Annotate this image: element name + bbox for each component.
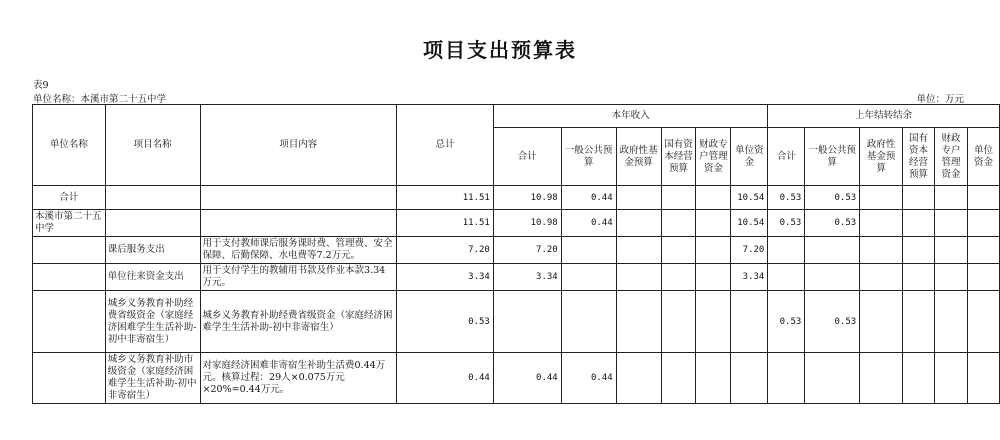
cell-income-fiscal — [696, 353, 731, 404]
cell-income-total: 10.98 — [493, 186, 561, 210]
cell-income-state — [661, 210, 696, 237]
cell-income-gov — [616, 291, 661, 353]
cell-income-gov — [616, 210, 661, 237]
cell-carry-fiscal — [935, 237, 968, 264]
cell-carry-fiscal — [935, 291, 968, 353]
cell-unit — [33, 264, 106, 291]
header-carry-state-capital: 国有资本经营预算 — [903, 128, 935, 186]
cell-carry-state — [903, 210, 935, 237]
header-general-public: 一般公共预算 — [561, 128, 616, 186]
cell-project — [105, 186, 200, 210]
cell-income-total: 3.34 — [493, 264, 561, 291]
cell-carry-total: 0.53 — [768, 210, 805, 237]
cell-total: 0.53 — [397, 291, 494, 353]
cell-content: 对家庭经济困难非寄宿生补助生活费0.44万元。核算过程：29人×0.075万元×20%=0.44万元。 — [200, 353, 397, 404]
cell-carry-unit — [967, 186, 999, 210]
cell-carry-general: 0.53 — [805, 210, 860, 237]
cell-unit — [33, 291, 106, 353]
header-unit-name: 单位名称 — [33, 105, 106, 186]
cell-carry-gov — [860, 237, 903, 264]
cell-carry-total: 0.53 — [768, 291, 805, 353]
cell-income-general: 0.44 — [561, 353, 616, 404]
cell-income-fiscal — [696, 264, 731, 291]
cell-income-state — [661, 237, 696, 264]
cell-income-state — [661, 291, 696, 353]
cell-carry-state — [903, 186, 935, 210]
cell-income-general — [561, 237, 616, 264]
cell-carry-gov — [860, 210, 903, 237]
cell-carry-total — [768, 264, 805, 291]
cell-unit — [33, 237, 106, 264]
cell-carry-gov — [860, 291, 903, 353]
cell-carry-state — [903, 237, 935, 264]
cell-project: 单位往来资金支出 — [105, 264, 200, 291]
header-carryover: 上年结转结余 — [768, 105, 1000, 128]
cell-carry-gov — [860, 353, 903, 404]
cell-carry-unit — [967, 291, 999, 353]
cell-carry-unit — [967, 210, 999, 237]
cell-income-total: 0.44 — [493, 353, 561, 404]
header-project-content: 项目内容 — [200, 105, 397, 186]
cell-carry-state — [903, 353, 935, 404]
header-fiscal-special: 财政专户管理资金 — [696, 128, 731, 186]
cell-income-fiscal — [696, 237, 731, 264]
cell-project: 课后服务支出 — [105, 237, 200, 264]
table-number: 表9 — [33, 80, 49, 91]
cell-carry-gov — [860, 186, 903, 210]
cell-unit: 本溪市第二十五中学 — [33, 210, 106, 237]
header-total: 总计 — [397, 105, 494, 186]
cell-carry-fiscal — [935, 264, 968, 291]
table-row — [33, 353, 1000, 404]
cell-total: 3.34 — [397, 264, 494, 291]
cell-income-general: 0.44 — [561, 186, 616, 210]
cell-income-total: 7.20 — [493, 237, 561, 264]
table-row — [33, 291, 1000, 353]
header-state-capital: 国有资本经营预算 — [661, 128, 696, 186]
cell-income-gov — [616, 237, 661, 264]
header-carry-general: 一般公共预算 — [805, 128, 860, 186]
header-carry-subtotal: 合计 — [768, 128, 805, 186]
cell-income-unit: 10.54 — [731, 210, 768, 237]
cell-income-total — [493, 291, 561, 353]
cell-income-state — [661, 264, 696, 291]
cell-carry-fiscal — [935, 210, 968, 237]
cell-carry-fiscal — [935, 353, 968, 404]
cell-carry-general — [805, 353, 860, 404]
header-subtotal: 合计 — [493, 128, 561, 186]
cell-income-gov — [616, 264, 661, 291]
cell-income-state — [661, 353, 696, 404]
table-row — [33, 210, 1000, 237]
cell-carry-general: 0.53 — [805, 186, 860, 210]
cell-total: 7.20 — [397, 237, 494, 264]
cell-carry-fiscal — [935, 186, 968, 210]
cell-income-unit — [731, 291, 768, 353]
cell-carry-total — [768, 237, 805, 264]
cell-income-unit: 10.54 — [731, 186, 768, 210]
cell-income-gov — [616, 186, 661, 210]
cell-total: 11.51 — [397, 186, 494, 210]
cell-income-unit: 7.20 — [731, 237, 768, 264]
cell-total: 0.44 — [397, 353, 494, 404]
cell-content — [200, 210, 397, 237]
header-carry-unit-funds: 单位资金 — [967, 128, 999, 186]
cell-project: 城乡义务教育补助经费省级资金（家庭经济困难学生生活补助-初中非寄宿生） — [105, 291, 200, 353]
cell-income-unit: 3.34 — [731, 264, 768, 291]
cell-income-gov — [616, 353, 661, 404]
cell-content: 用于支付学生的教辅用书款及作业本款3.34万元。 — [200, 264, 397, 291]
cell-carry-general — [805, 264, 860, 291]
header-carry-fiscal-special: 财政专户管理资金 — [935, 128, 968, 186]
page-title: 项目支出预算表 — [423, 38, 577, 62]
cell-content: 城乡义务教育补助经费省级资金（家庭经济困难学生生活补助-初中非寄宿生） — [200, 291, 397, 353]
cell-income-fiscal — [696, 186, 731, 210]
table-row — [33, 237, 1000, 264]
header-gov-fund: 政府性基金预算 — [616, 128, 661, 186]
cell-income-unit — [731, 353, 768, 404]
header-unit-funds: 单位资金 — [731, 128, 768, 186]
budget-table — [32, 104, 1000, 404]
cell-income-state — [661, 186, 696, 210]
cell-income-total: 10.98 — [493, 210, 561, 237]
cell-income-general: 0.44 — [561, 210, 616, 237]
cell-content — [200, 186, 397, 210]
cell-content: 用于支付教师课后服务课时费、管理费、安全保障、后勤保障、水电费等7.2万元。 — [200, 237, 397, 264]
cell-carry-unit — [967, 237, 999, 264]
cell-project — [105, 210, 200, 237]
cell-carry-unit — [967, 264, 999, 291]
header-project-name: 项目名称 — [105, 105, 200, 186]
cell-carry-total: 0.53 — [768, 186, 805, 210]
unit-name-label: 单位名称：本溪市第二十五中学 — [33, 94, 167, 105]
table-row — [33, 264, 1000, 291]
cell-carry-general: 0.53 — [805, 291, 860, 353]
cell-income-general — [561, 291, 616, 353]
cell-total: 11.51 — [397, 210, 494, 237]
cell-carry-gov — [860, 264, 903, 291]
cell-carry-general — [805, 237, 860, 264]
cell-carry-state — [903, 291, 935, 353]
cell-income-general — [561, 264, 616, 291]
cell-income-fiscal — [696, 291, 731, 353]
cell-project: 城乡义务教育补助市级资金（家庭经济困难学生生活补助-初中非寄宿生） — [105, 353, 200, 404]
cell-unit — [33, 353, 106, 404]
header-carry-gov-fund: 政府性基金预算 — [860, 128, 903, 186]
cell-unit: 合计 — [33, 186, 106, 210]
cell-carry-unit — [967, 353, 999, 404]
cell-income-fiscal — [696, 210, 731, 237]
currency-unit-label: 单位：万元 — [916, 94, 964, 105]
table-row — [33, 186, 1000, 210]
cell-carry-state — [903, 264, 935, 291]
cell-carry-total — [768, 353, 805, 404]
header-current-income: 本年收入 — [493, 105, 768, 128]
